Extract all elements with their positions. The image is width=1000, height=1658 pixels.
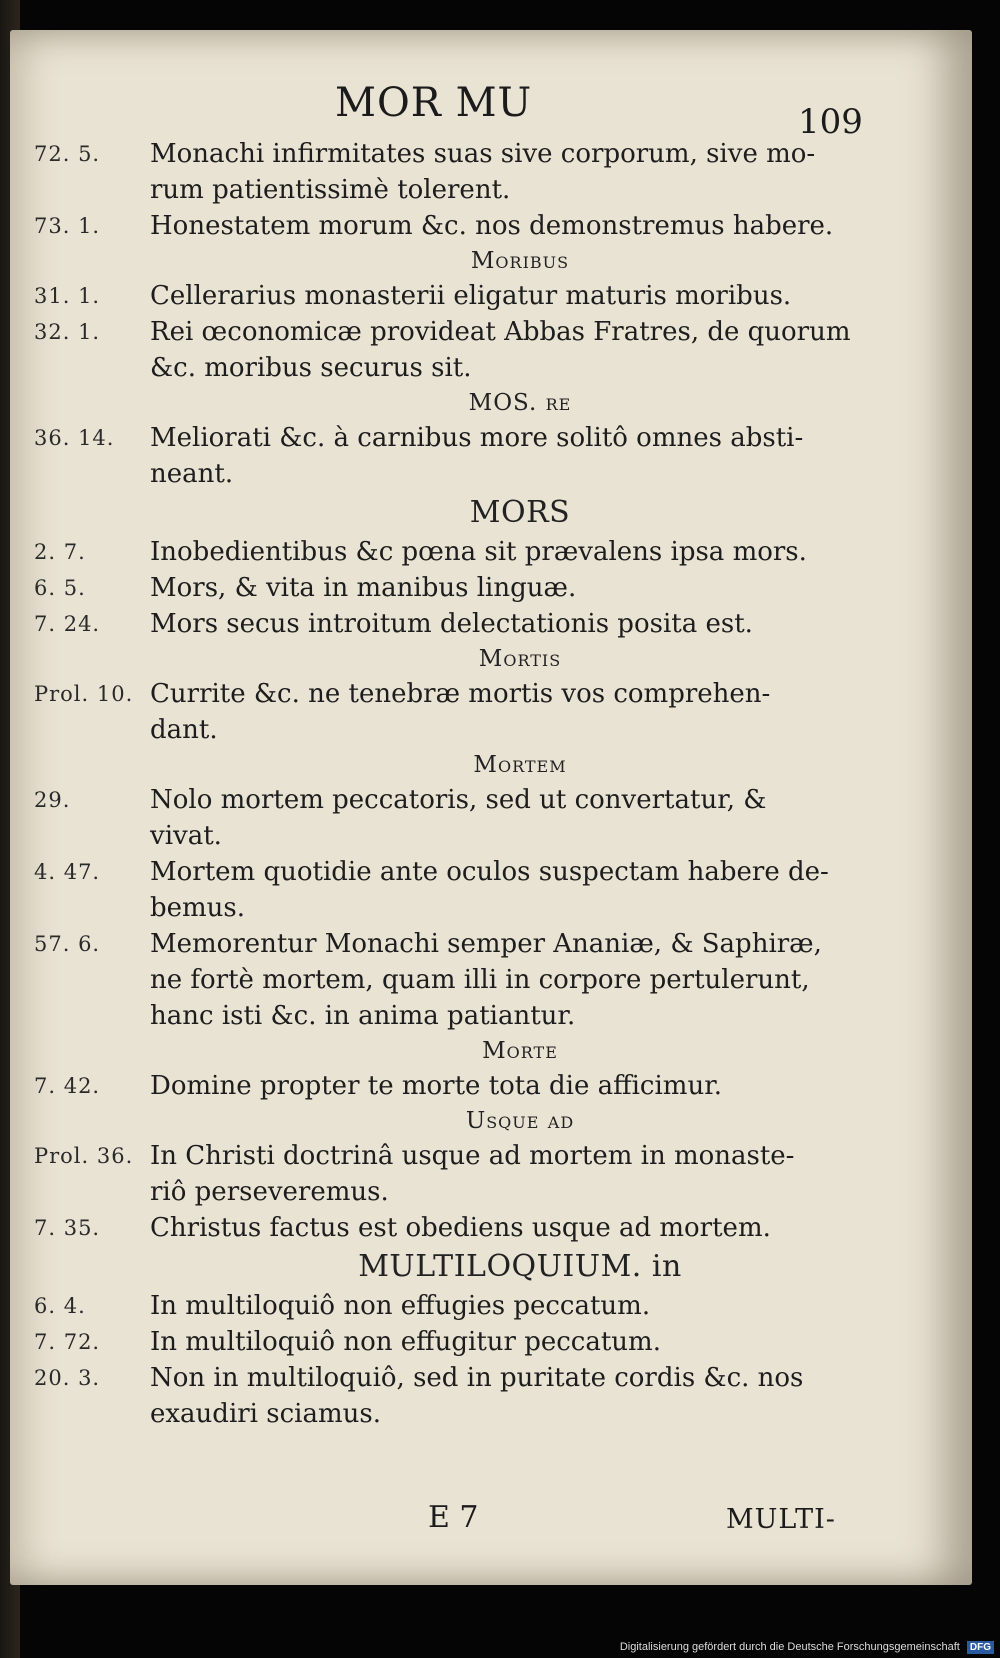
dfg-logo: DFG [967,1641,994,1654]
index-entry [0,1288,1000,1324]
entry-line: hanc isti &c. in anima patiantur. [150,1001,576,1031]
index-heading: Morte [482,1038,558,1064]
entry-line: bemus. [150,893,246,923]
index-heading: Mortem [473,752,567,778]
entry-line: riô perseveremus. [150,1177,389,1207]
entry-line: Mortem quotidie ante oculos suspectam habere de- [150,857,829,887]
signature-mark: E 7 [428,1500,479,1535]
entry-reference: 31. 1. [34,284,101,308]
entry-line: In multiloquiô non effugitur peccatum. [150,1327,661,1357]
entry-text [150,534,855,570]
entry-line: Mors secus introitum delectationis posita est. [150,609,753,639]
index-entry [0,314,1000,386]
entry-text [150,136,855,208]
entry-line: Rei œconomicæ provideat Abbas Fratres, de quorum [150,317,851,347]
index-entry [0,1360,1000,1432]
entry-text [150,926,855,1034]
entry-text [150,1068,855,1104]
index-heading: MOS. re [468,390,572,416]
entry-line: Monachi infirmitates suas sive corporum, sive mo- [150,139,816,169]
entry-text [150,1324,855,1360]
entry-line: In multiloquiô non effugies peccatum. [150,1291,651,1321]
index-entry [0,278,1000,314]
entry-text [150,854,855,926]
index-entry [0,420,1000,492]
catchword: MULTI- [726,1504,836,1535]
entry-text [150,278,855,314]
index-entry [0,208,1000,244]
entry-text [150,1360,855,1432]
entry-reference: 57. 6. [34,932,101,956]
entry-reference: 7. 72. [34,1330,101,1354]
index-entry [0,926,1000,1034]
index-entry [0,534,1000,570]
entry-reference: 73. 1. [34,214,101,238]
index-heading: Usque ad [465,1108,575,1134]
index-heading: Mortis [478,646,562,672]
index-heading: Moribus [470,248,570,274]
entry-reference: 7. 24. [34,612,101,636]
entry-reference: 2. 7. [34,540,86,564]
entry-line: vivat. [150,821,222,851]
index-entry [0,570,1000,606]
entry-line: ne fortè mortem, quam illi in corpore pertulerunt, [150,965,810,995]
entry-text [150,782,855,854]
entry-text [150,1138,855,1210]
entry-text [150,570,855,606]
running-title: MOR MU [335,80,533,126]
page-footer [0,1500,1000,1544]
entry-reference: 4. 47. [34,860,101,884]
entry-line: neant. [150,459,234,489]
entry-reference: 29. [34,788,71,812]
index-entry [0,676,1000,748]
entry-line: exaudiri sciamus. [150,1399,381,1429]
digitization-note: Digitalisierung gefördert durch die Deutsche Forschungsgemeinschaft [619,1641,960,1653]
digitization-credit [620,1641,994,1654]
index-entry [0,1068,1000,1104]
index-entry [0,854,1000,926]
entry-line: Cellerarius monasterii eligatur maturis moribus. [150,281,792,311]
entry-text [150,606,855,642]
entry-line: In Christi doctrinâ usque ad mortem in monaste- [150,1141,795,1171]
entry-reference: 6. 4. [34,1294,86,1318]
entry-line: dant. [150,715,218,745]
entry-reference: 32. 1. [34,320,101,344]
entry-text [150,1288,855,1324]
index-entries [0,136,1000,1432]
entry-reference: 7. 42. [34,1074,101,1098]
entry-line: Currite &c. ne tenebræ mortis vos comprehen- [150,679,771,709]
index-heading: MULTILOQUIUM. in [358,1249,682,1284]
index-entry [0,136,1000,208]
entry-reference: 7. 35. [34,1216,101,1240]
entry-text [150,420,855,492]
entry-line: Non in multiloquiô, sed in puritate cordis &c. nos [150,1363,804,1393]
entry-line: Honestatem morum &c. nos demonstremus habere. [150,211,834,241]
entry-text [150,314,855,386]
index-entry [0,782,1000,854]
entry-reference: 6. 5. [34,576,86,600]
entry-reference: 36. 14. [34,426,115,450]
index-entry [0,1210,1000,1246]
entry-text [150,676,855,748]
entry-text [150,1210,855,1246]
entry-line: Memorentur Monachi semper Ananiæ, & Saphiræ, [150,929,822,959]
entry-line: Nolo mortem peccatoris, sed ut convertatur, & [150,785,767,815]
entry-reference: 72. 5. [34,142,101,166]
entry-line: Christus factus est obediens usque ad mortem. [150,1213,771,1243]
entry-line: Mors, & vita in manibus linguæ. [150,573,577,603]
index-heading: MORS [469,495,571,530]
entry-reference: Prol. 10. [34,682,134,706]
entry-text [150,208,855,244]
entry-line: Inobedientibus &c pœna sit prævalens ipsa mors. [150,537,807,567]
entry-line: Domine propter te morte tota die afficimur. [150,1071,723,1101]
entry-line: &c. moribus securus sit. [150,353,472,383]
entry-line: Meliorati &c. à carnibus more solitô omnes absti- [150,423,804,453]
entry-reference: Prol. 36. [34,1144,134,1168]
entry-line: rum patientissimè tolerent. [150,175,511,205]
index-entry [0,1138,1000,1210]
page-number: 109 [798,102,863,142]
entry-reference: 20. 3. [34,1366,101,1390]
index-entry [0,1324,1000,1360]
index-entry [0,606,1000,642]
page-header [0,80,1000,140]
